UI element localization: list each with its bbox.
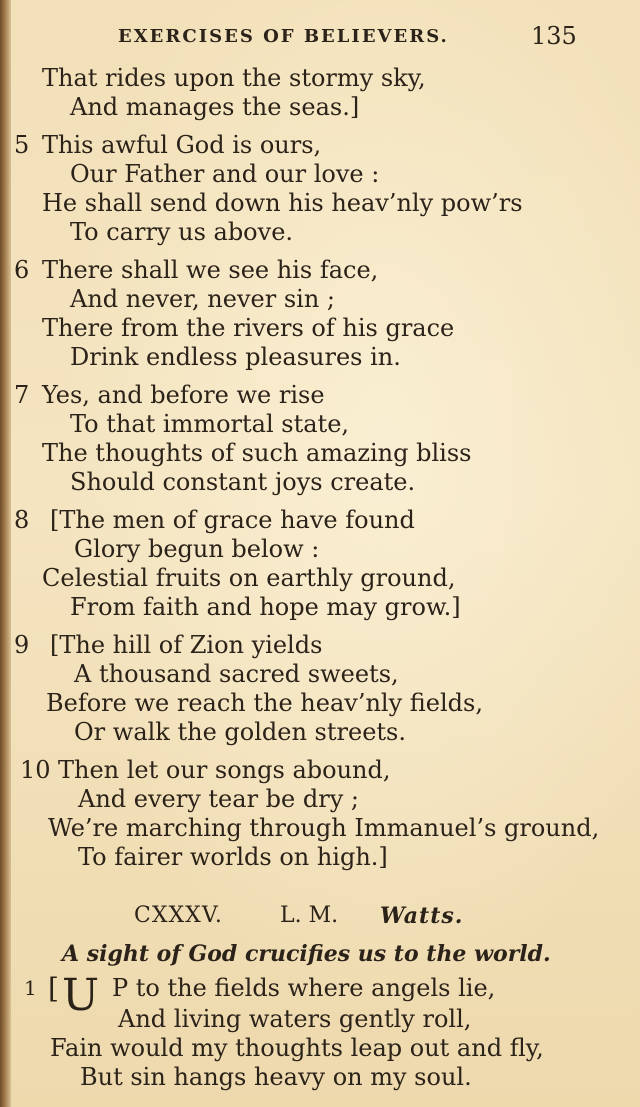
page-header xyxy=(0,22,640,50)
verse-8-line-4 xyxy=(14,593,624,622)
verse-line-text: And every tear be dry ; xyxy=(78,785,359,813)
verse-7-line-3 xyxy=(14,439,624,468)
verse-line-text: Glory begun below : xyxy=(74,535,320,563)
hymn-number: CXXXV. xyxy=(134,903,223,928)
verse-line-text: There shall we see his face, xyxy=(42,256,379,284)
verse-8-line-3 xyxy=(14,564,624,593)
verse-line-text: To carry us above. xyxy=(70,218,294,246)
verse-number: 1 xyxy=(24,976,37,1000)
opening-bracket: [ xyxy=(48,972,59,1005)
verse-6-line-2 xyxy=(14,285,624,314)
page-binding-edge xyxy=(0,0,11,1107)
verse-line-text: Fain would my thoughts leap out and fly, xyxy=(50,1034,544,1062)
verse-line-text: P to the fields where angels lie, xyxy=(112,974,496,1002)
verse-number: 7 xyxy=(14,381,30,409)
verse-10-line-2 xyxy=(14,785,624,814)
verse-7-line-2 xyxy=(14,410,624,439)
hymn-author: Watts. xyxy=(380,903,464,929)
hymn-heading xyxy=(14,896,624,936)
hymn-text xyxy=(14,64,624,1092)
hymn-meter: L. M. xyxy=(280,903,339,928)
verse-line-text: Our Father and our love : xyxy=(70,160,380,188)
verse-line-text: Should constant joys create. xyxy=(70,468,416,496)
verse-10-line-1 xyxy=(14,756,624,785)
verse-line-text: The thoughts of such amazing bliss xyxy=(42,439,472,467)
verse-6-line-3 xyxy=(14,314,624,343)
verse-10-line-4 xyxy=(14,843,624,872)
verse-number: 10 xyxy=(20,756,51,784)
verse-5-line-2 xyxy=(14,160,624,189)
verse-line-text: Then let our songs abound, xyxy=(58,756,391,784)
verse-line-text: There from the rivers of his grace xyxy=(42,314,455,342)
verse-line xyxy=(14,64,624,93)
verse-line-text: Celestial fruits on earthly ground, xyxy=(42,564,456,592)
verse-line-text: And living waters gently roll, xyxy=(118,1005,472,1033)
verse-line-text: From faith and hope may grow.] xyxy=(70,593,461,621)
drop-cap-letter: U xyxy=(62,970,100,1021)
verse-line xyxy=(14,93,624,122)
verse-number: 9 xyxy=(14,631,30,659)
verse-line-text: Or walk the golden streets. xyxy=(74,718,406,746)
verse-line-text: To fairer worlds on high.] xyxy=(78,843,388,871)
page-number: 135 xyxy=(531,22,577,50)
verse-line-text: [The hill of Zion yields xyxy=(50,631,323,659)
verse-7-line-1 xyxy=(14,381,624,410)
verse-number: 5 xyxy=(14,131,30,159)
hymn-subtitle-text: A sight of God crucifies us to the world. xyxy=(62,941,551,967)
verse-line-text: Before we reach the heav’nly fields, xyxy=(46,689,483,717)
verse-5-line-4 xyxy=(14,218,624,247)
verse-8-line-2 xyxy=(14,535,624,564)
verse-9-line-1 xyxy=(14,631,624,660)
verse-line-text: [The men of grace have found xyxy=(50,506,415,534)
verse-line-text: To that immortal state, xyxy=(70,410,350,438)
verse-line-text: We’re marching through Immanuel’s ground, xyxy=(48,814,600,842)
verse-10-line-3 xyxy=(14,814,624,843)
verse-number: 8 xyxy=(14,506,30,534)
verse-5-line-3 xyxy=(14,189,624,218)
verse-line-text: Drink endless pleasures in. xyxy=(70,343,401,371)
hymn-line xyxy=(14,1034,624,1063)
verse-5-line-1 xyxy=(14,131,624,160)
verse-line-text: He shall send down his heav’nly pow’rs xyxy=(42,189,523,217)
verse-line-text: A thousand sacred sweets, xyxy=(74,660,399,688)
verse-8-line-1 xyxy=(14,506,624,535)
verse-line-text: And manages the seas.] xyxy=(70,93,360,121)
verse-number: 6 xyxy=(14,256,30,284)
verse-line-text: This awful God is ours, xyxy=(42,131,322,159)
verse-line-text: And never, never sin ; xyxy=(70,285,335,313)
running-head: EXERCISES OF BELIEVERS. xyxy=(118,26,449,47)
verse-line-text: That rides upon the stormy sky, xyxy=(42,64,426,92)
verse-9-line-4 xyxy=(14,718,624,747)
verse-7-line-4 xyxy=(14,468,624,497)
hymn-line xyxy=(14,1063,624,1092)
verse-6-line-4 xyxy=(14,343,624,372)
hymn-subtitle xyxy=(14,936,624,972)
hymn-line xyxy=(14,1005,624,1034)
verse-6-line-1 xyxy=(14,256,624,285)
verse-9-line-3 xyxy=(14,689,624,718)
verse-line-text: Yes, and before we rise xyxy=(42,381,325,409)
verse-9-line-2 xyxy=(14,660,624,689)
verse-line-text: But sin hangs heavy on my soul. xyxy=(80,1063,472,1091)
